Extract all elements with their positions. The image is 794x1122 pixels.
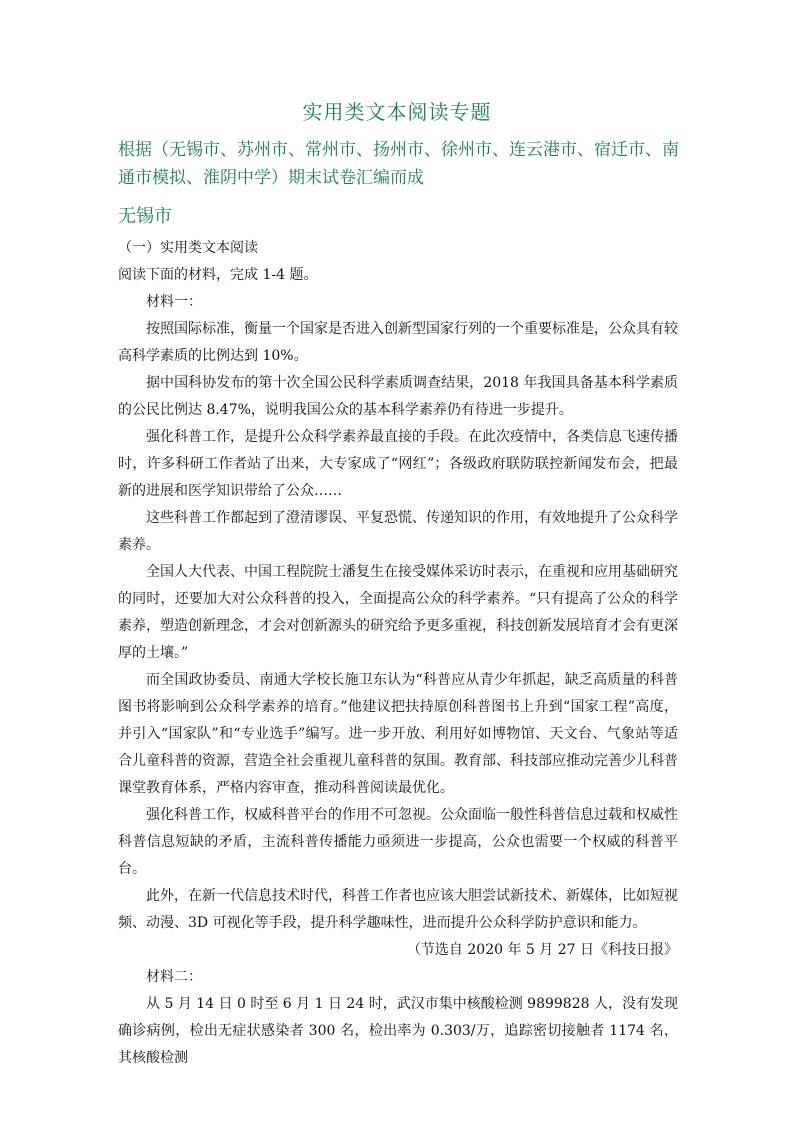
page-title: 实用类文本阅读专题 <box>302 100 492 124</box>
source-note: 根据（无锡市、苏州市、常州市、扬州市、徐州市、连云港市、宿迁市、南通市模拟、淮阴中学）期末试卷汇编而成 <box>118 140 679 188</box>
material-one-label: 材料一： <box>146 294 202 310</box>
paragraph: 全国人大代表、中国工程院院士潘复生在接受媒体采访时表示，在重视和应用基础研究的同时，还要加大对公众科普的投入，全面提高公众的科学素养。“只有提高了公众的科学素养，塑造创新理念，才会对创新源头的研究给予更多重视，科技创新发展培育才会有更深厚的土壤。” <box>118 564 678 661</box>
paragraph: 而全国政协委员、南通大学校长施卫东认为“科普应从青少年抓起，缺乏高质量的科普图书将影响到公众科学素养的培育。”他建议把扶持原创科普图书上升到“国家工程”高度，并引入“国家队”和“专业选手”编写。进一步开放、利用好如博物馆、天文台、气象站等适合儿童科普的资源，营造全社会重视儿童科普的氛围。教育部、科技部应推动完善少儿科普课堂教育体系，严格内容审查，推动科普阅读最优化。 <box>118 672 678 796</box>
paragraph: 按照国际标准，衡量一个国家是否进入创新型国家行列的一个重要标准是，公众具有较高科学素质的比例达到 10%。 <box>118 321 678 364</box>
paragraph: 这些科普工作都起到了澄清谬误、平复恐慌、传递知识的作用，有效地提升了公众科学素养。 <box>118 510 678 553</box>
document-body <box>118 235 678 1072</box>
paragraph: 此外，在新一代信息技术时代，科普工作者也应该大胆尝试新技术、新媒体，比如短视频、动漫、3D 可视化等手段，提升科学趣味性，进而提升公众科学防护意识和能力。 <box>118 888 678 931</box>
section-heading: （一）实用类文本阅读 <box>118 240 258 256</box>
paragraph: 强化科普工作，权威科普平台的作用不可忽视。公众面临一般性科普信息过载和权威性科普信息短缺的矛盾，主流科普传播能力亟须进一步提高，公众也需要一个权威的科普平台。 <box>118 807 678 877</box>
material-two-label: 材料二： <box>146 969 202 985</box>
city-heading: 无锡市 <box>118 206 172 227</box>
paragraph: 据中国科协发布的第十次全国公民科学素质调查结果，2018 年我国具备基本科学素质的公民比例达 8.47%，说明我国公众的基本科学素养仍有待进一步提升。 <box>118 375 678 418</box>
instruction-text: 阅读下面的材料，完成 1-4 题。 <box>118 267 318 283</box>
paragraph: 强化科普工作，是提升公众科学素养最直接的手段。在此次疫情中，各类信息飞速传播时，许多科研工作者站了出来，大专家成了“网红”；各级政府联防联控新闻发布会，把最新的进展和医学知识带给了公众…… <box>118 429 678 499</box>
paragraph: 从 5 月 14 日 0 时至 6 月 1 日 24 时，武汉市集中核酸检测 9899828 人，没有发现确诊病例，检出无症状感染者 300 名，检出率为 0.303/万，追踪密切接触者 1174 名，其核酸检测 <box>118 996 678 1066</box>
citation: （节选自 2020 年 5 月 27 日《科技日报》 <box>406 942 678 958</box>
